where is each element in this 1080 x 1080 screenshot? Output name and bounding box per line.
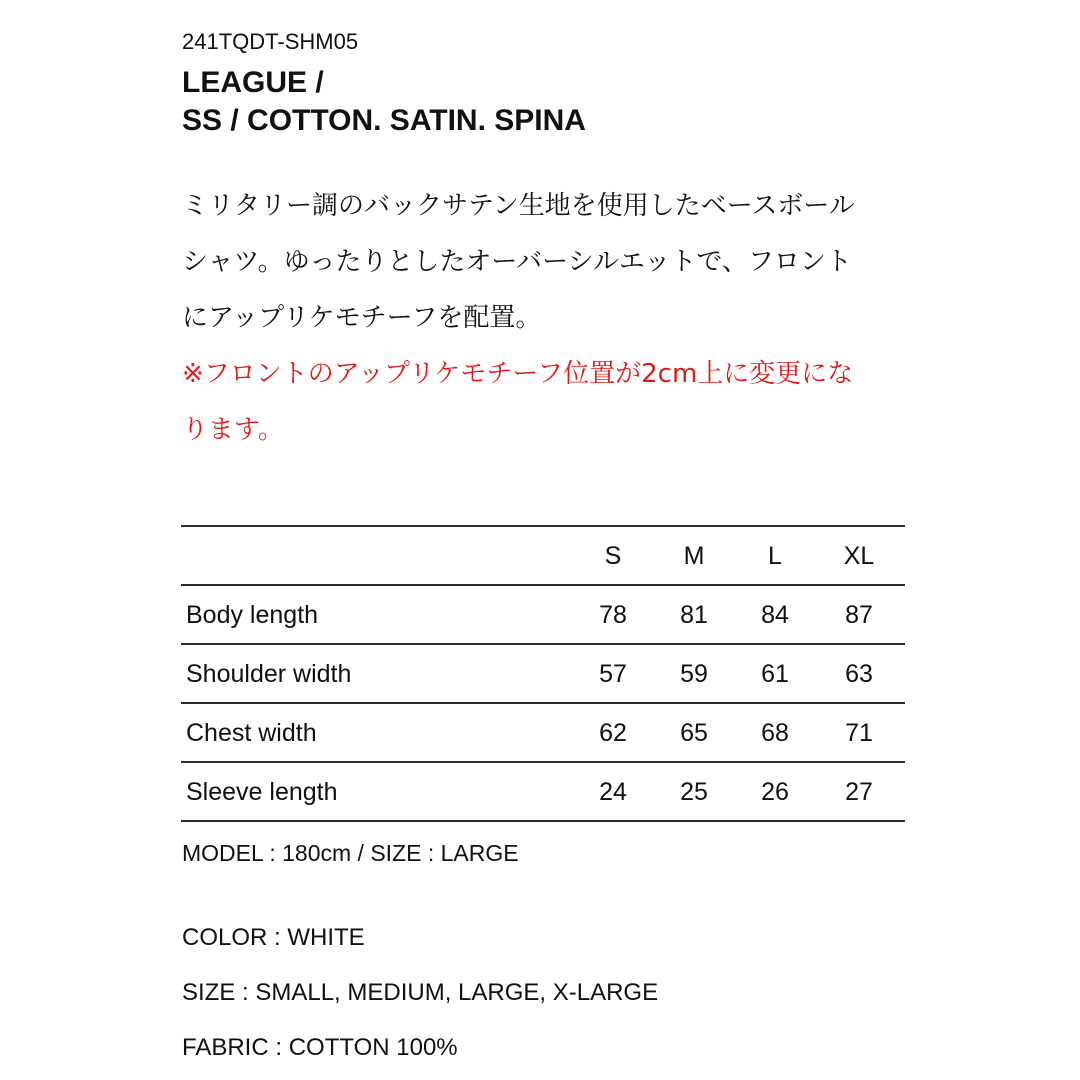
- table-row: [181, 584, 905, 643]
- notice-line-2: ります。: [182, 415, 284, 445]
- notice-line-1: ※フロントのアップリケモチーフ位置が2cm上に変更にな: [182, 359, 854, 389]
- table-row: [181, 761, 905, 822]
- table-cell: 61: [761, 660, 789, 688]
- size-table: [181, 525, 905, 822]
- table-row: [181, 702, 905, 761]
- size-header-xl: XL: [843, 542, 875, 570]
- table-cell: 71: [845, 719, 873, 747]
- table-cell: 81: [680, 601, 708, 629]
- table-cell: 68: [761, 719, 789, 747]
- table-row: [181, 643, 905, 702]
- row-label-sleeve-length: Sleeve length: [186, 778, 338, 806]
- size-header-s: S: [604, 542, 622, 570]
- model-info: MODEL : 180cm / SIZE : LARGE: [182, 840, 519, 866]
- table-cell: 24: [599, 778, 627, 806]
- fabric-info: FABRIC : COTTON 100%: [182, 1034, 458, 1061]
- size-info: SIZE : SMALL, MEDIUM, LARGE, X-LARGE: [182, 979, 659, 1006]
- description-line-1: ミリタリー調のバックサテン生地を使用したベースボール: [182, 191, 855, 221]
- table-cell: 78: [599, 601, 627, 629]
- size-header-l: L: [768, 542, 782, 570]
- product-title-line2: SS / COTTON. SATIN. SPINA: [182, 104, 586, 137]
- table-cell: 63: [845, 660, 873, 688]
- description-line-3: にアップリケモチーフを配置。: [182, 303, 542, 333]
- table-cell: 26: [761, 778, 789, 806]
- color-info: COLOR : WHITE: [182, 924, 365, 951]
- size-table-header-row: [181, 525, 905, 584]
- table-cell: 84: [761, 601, 789, 629]
- row-label-shoulder-width: Shoulder width: [186, 660, 352, 688]
- row-label-body-length: Body length: [186, 601, 319, 629]
- table-cell: 27: [845, 778, 873, 806]
- table-cell: 62: [599, 719, 627, 747]
- table-cell: 65: [680, 719, 708, 747]
- product-code: 241TQDT-SHM05: [182, 29, 359, 54]
- size-header-m: M: [683, 542, 705, 570]
- description-line-2: シャツ。ゆったりとしたオーバーシルエットで、フロント: [182, 247, 852, 277]
- table-cell: 59: [680, 660, 708, 688]
- table-cell: 87: [845, 601, 873, 629]
- product-title-line1: LEAGUE /: [182, 66, 324, 99]
- table-cell: 57: [599, 660, 627, 688]
- table-cell: 25: [680, 778, 708, 806]
- row-label-chest-width: Chest width: [186, 719, 317, 747]
